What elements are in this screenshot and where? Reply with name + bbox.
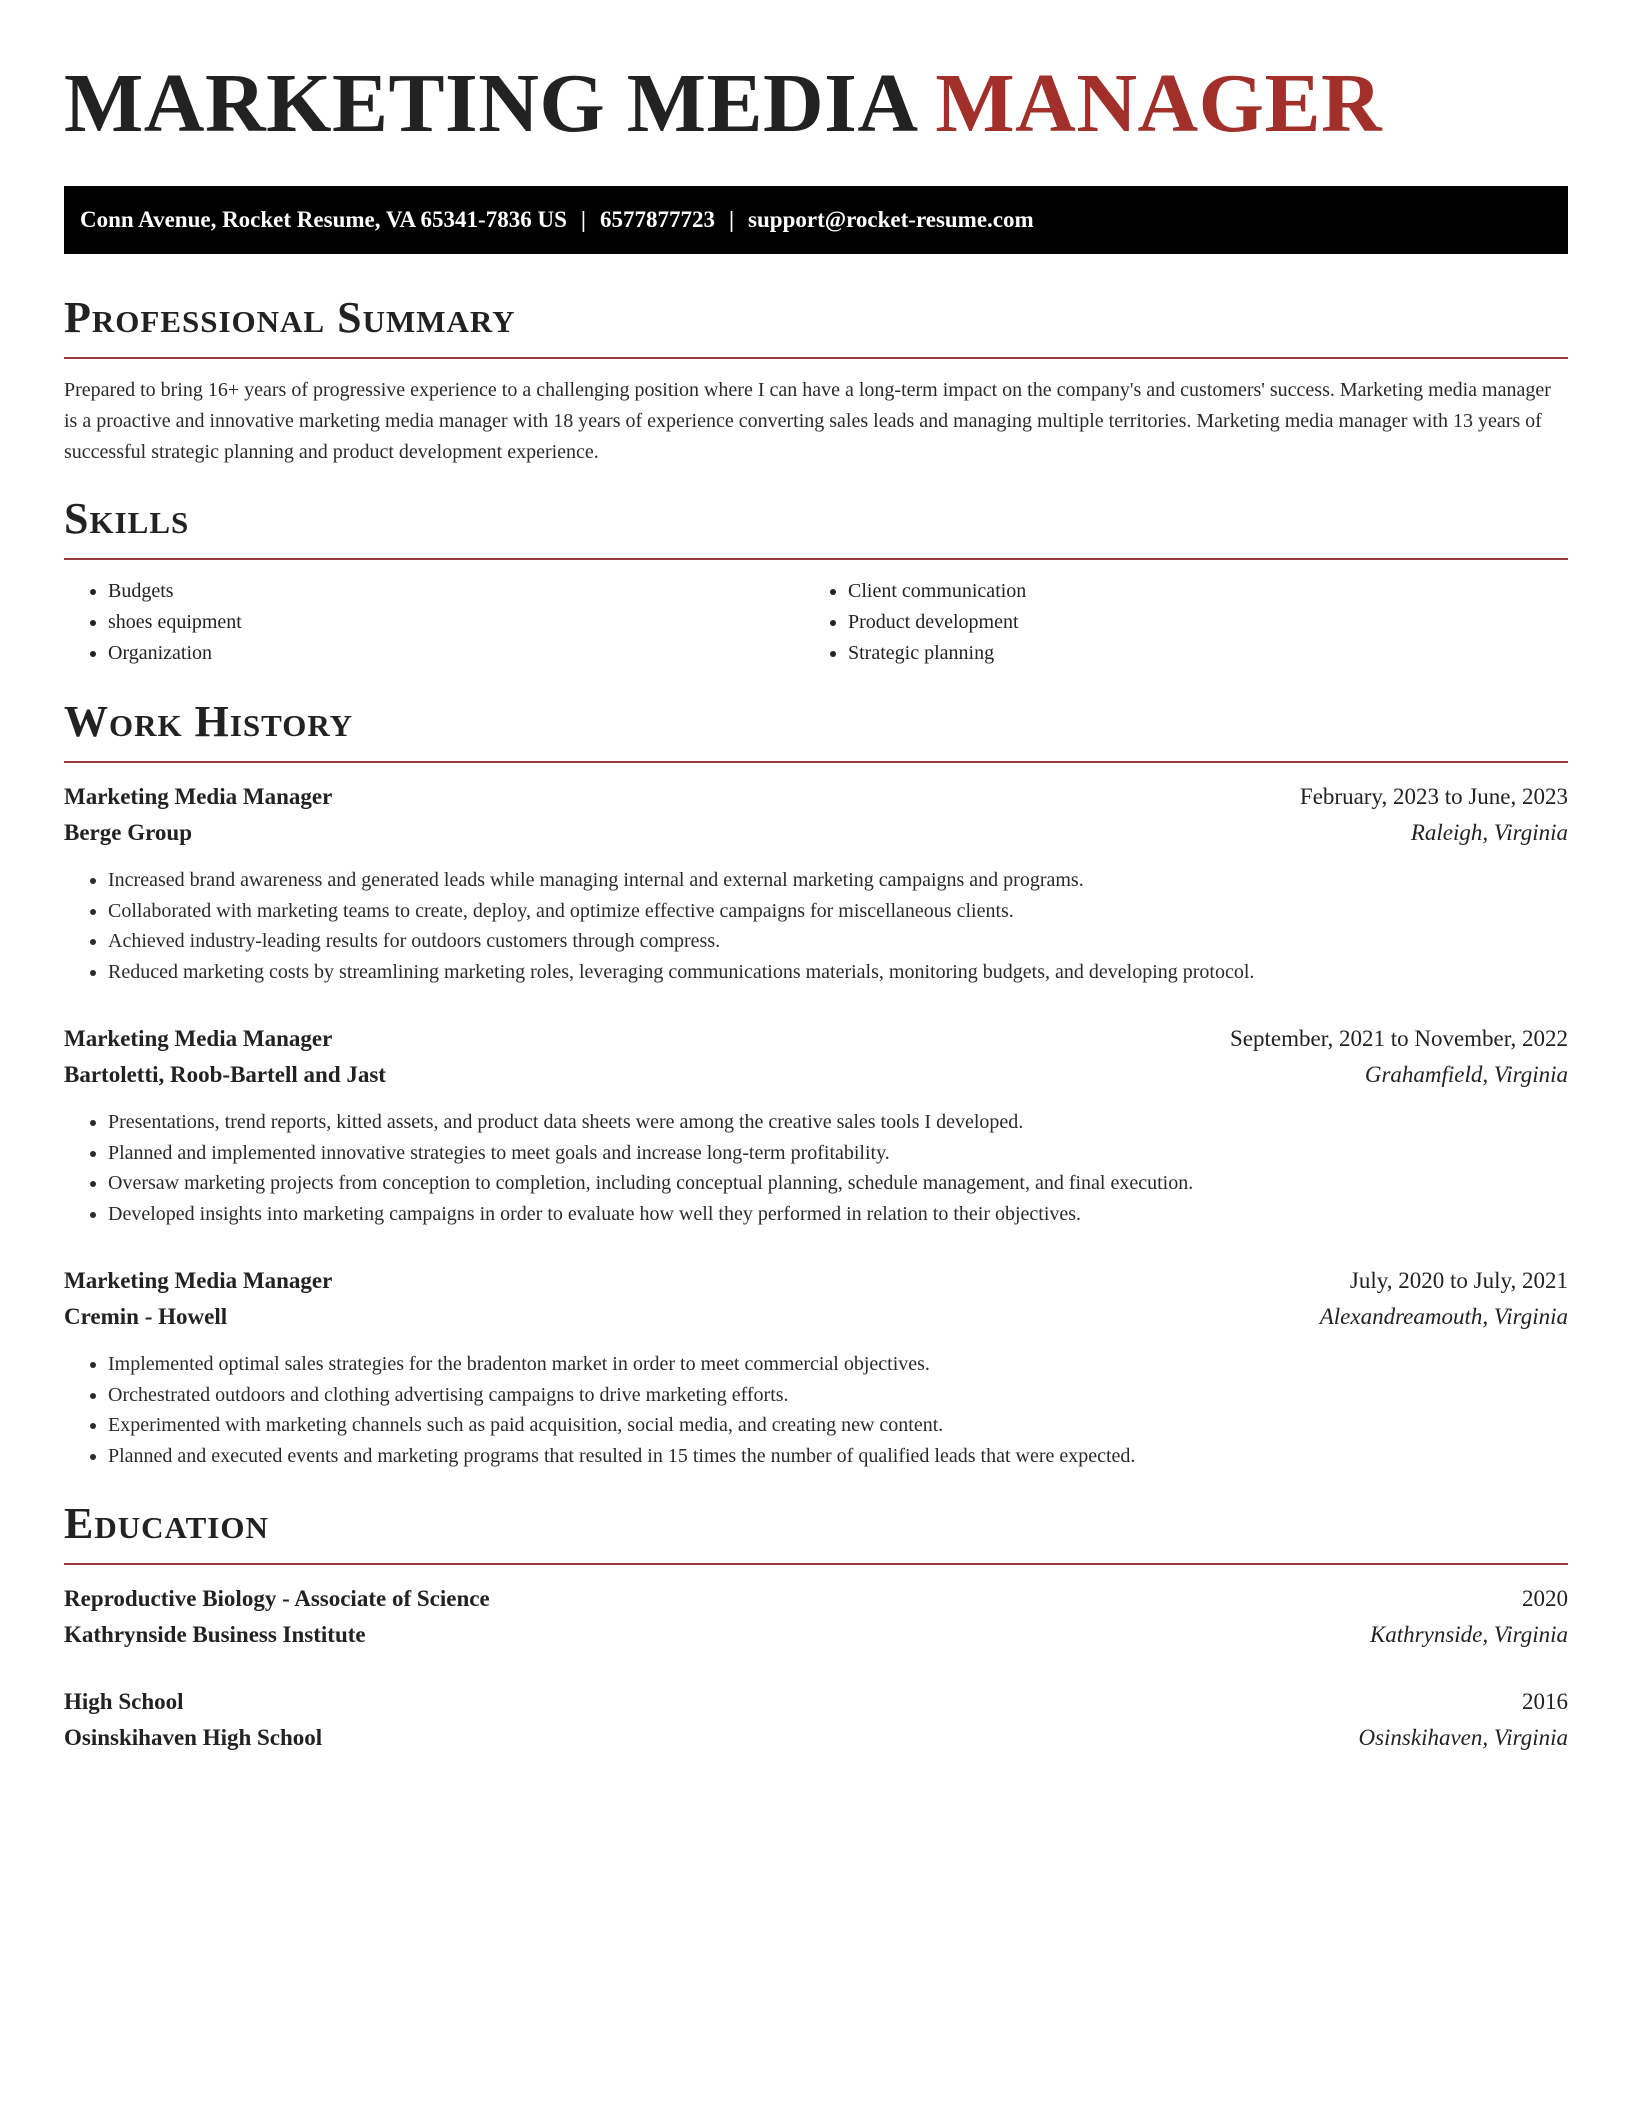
job-bullet: • Planned and executed events and marketing programs that resulted in 15 times the number of qualified leads that were expected. [108,1441,1568,1472]
contact-separator: | [728,207,735,232]
job-dates: February, 2023 to June, 2023 [1299,784,1568,809]
education-entry [64,1684,1568,1756]
education-degree: Reproductive Biology - Associate of Science [64,1586,490,1611]
skills-column-left [64,576,804,669]
job-header-row [64,779,1568,815]
job-bullet: • Planned and implemented innovative strategies to meet goals and increase long-term profitability. [108,1138,1568,1169]
job-title: Marketing Media Manager [64,784,333,809]
job-bullet: • Collaborated with marketing teams to create, deploy, and optimize effective campaigns for miscellaneous clients. [108,896,1568,927]
job-bullets [64,1349,1568,1471]
education-location: Kathrynside, Virginia [1369,1622,1568,1647]
skill-item: • Product development [848,607,1544,638]
education-year: 2016 [1522,1689,1568,1714]
job-bullet: • Developed insights into marketing campaigns in order to evaluate how well they performed in relation to their objectives. [108,1199,1568,1230]
skill-item: • Budgets [108,576,804,607]
summary-text: Prepared to bring 16+ years of progressive experience to a challenging position where I can have a long-term impact on the company's and customers' success. Marketing media manager is a proactive and innovative marketing media manager with 18 years of experience converting sales leads and managing multiple territories. Marketing media manager with 13 years of successful strategic planning and product development experience. [64,379,1551,463]
job-entry [64,1021,1568,1229]
job-bullet: • Presentations, trend reports, kitted assets, and product data sheets were among the creative sales tools I developed. [108,1107,1568,1138]
education-school-row [64,1617,1568,1653]
name-last: MANAGER [935,57,1383,150]
section-divider [64,1563,1568,1565]
job-title: Marketing Media Manager [64,1268,333,1293]
skills-list [64,576,1568,669]
education-year: 2020 [1522,1586,1568,1611]
job-bullet: • Increased brand awareness and generated leads while managing internal and external marketing campaigns and programs. [108,865,1568,896]
job-dates: September, 2021 to November, 2022 [1230,1026,1568,1051]
contact-address: Conn Avenue, Rocket Resume, VA 65341-7836 US [80,207,567,232]
skill-item: • Organization [108,638,804,669]
name-first: MARKETING MEDIA [64,57,914,150]
section-title-skills: Skills [64,494,190,543]
education-header-row [64,1684,1568,1720]
job-entry [64,779,1568,987]
job-company: Cremin - Howell [64,1304,228,1329]
resume-page [64,0,1568,1756]
skill-item: • Strategic planning [848,638,1544,669]
contact-phone: 6577877723 [599,207,715,232]
work-section [64,697,1568,1471]
job-bullet: • Implemented optimal sales strategies for the bradenton market in order to meet commercial objectives. [108,1349,1568,1380]
job-entry [64,1263,1568,1471]
resume-name [64,0,1568,152]
education-school-row [64,1720,1568,1756]
job-location: Grahamfield, Virginia [1364,1062,1568,1087]
section-divider [64,558,1568,560]
job-bullets [64,1107,1568,1229]
section-divider [64,357,1568,359]
job-company-row [64,815,1568,851]
education-degree: High School [64,1689,184,1714]
job-title: Marketing Media Manager [64,1026,333,1051]
job-location: Alexandreamouth, Virginia [1319,1304,1568,1329]
contact-separator: | [580,207,586,232]
section-divider [64,761,1568,763]
job-bullets [64,865,1568,987]
skill-item: • shoes equipment [108,607,804,638]
education-school: Kathrynside Business Institute [64,1622,366,1647]
job-bullet: • Reduced marketing costs by streamlining marketing roles, leveraging communications materials, monitoring budgets, and developing protocol. [108,957,1568,988]
section-title-work: Work History [64,697,354,746]
skills-column-right [804,576,1544,669]
job-bullet: • Experimented with marketing channels such as paid acquisition, social media, and creating new content. [108,1410,1568,1441]
education-school: Osinskihaven High School [64,1725,323,1750]
education-entry [64,1581,1568,1653]
summary-section [64,293,1568,468]
education-header-row [64,1581,1568,1617]
job-dates: July, 2020 to July, 2021 [1349,1268,1568,1293]
job-bullet: • Oversaw marketing projects from conception to completion, including conceptual planning, schedule management, and final execution. [108,1168,1568,1199]
contact-email: support@rocket-resume.com [748,207,1034,232]
job-header-row [64,1263,1568,1299]
job-company: Bartoletti, Roob-Bartell and Jast [64,1062,386,1087]
education-section [64,1499,1568,1756]
job-bullet: • Orchestrated outdoors and clothing advertising campaigns to drive marketing efforts. [108,1380,1568,1411]
skill-item: • Client communication [848,576,1544,607]
contact-bar [64,186,1568,254]
education-location: Osinskihaven, Virginia [1358,1725,1568,1750]
section-title-education: Education [64,1499,269,1548]
job-header-row [64,1021,1568,1057]
job-bullet: • Achieved industry-leading results for outdoors customers through compress. [108,926,1568,957]
skills-section [64,494,1568,669]
job-company: Berge Group [64,820,192,845]
job-location: Raleigh, Virginia [1410,820,1568,845]
section-title-summary: Professional Summary [64,293,516,342]
job-company-row [64,1299,1568,1335]
job-company-row [64,1057,1568,1093]
